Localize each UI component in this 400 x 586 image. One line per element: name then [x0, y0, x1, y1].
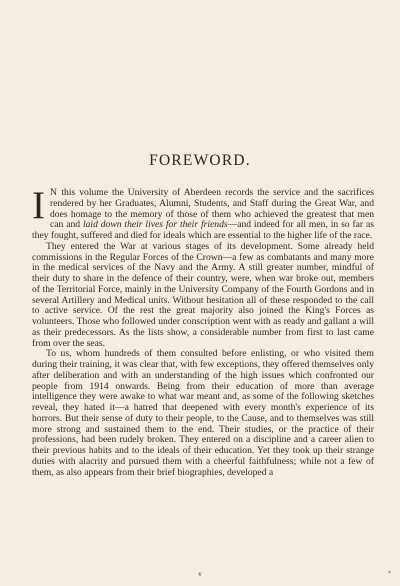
drop-cap: I — [32, 184, 45, 227]
paragraph-3: To us, whom hundreds of them consulted before enlisting, or who visited them during their training, it was clear that, with few exceptions, they offered themselves only after deliberation and with an understanding of the high issues which confronted our people from 1914 onwards. Being from their education of more than average intelligence they were awake to what war meant and, as some of the following sketches reveal, they hated it—a hatred that deepened with every month's experience of its horrors. But their sense of duty to their people, to the Cause, and to themselves was still more strong and sustained them to the end. Their studies, or the practice of their professions, had been rudely broken. They entered on a discipline and a career alien to their previous habits and to the ideals of their education. Yet they took up their strange duties with alacrity and pursued them with a cheerful faithfulness; while not a few of them, as also appears from their brief biographies, developed a — [32, 348, 374, 478]
paragraph-1-italic: laid down their lives for their friends — [82, 219, 228, 231]
paragraph-1 — [32, 184, 374, 242]
margin-mark: * — [388, 570, 391, 577]
first-word: N — [50, 187, 58, 198]
page-number: v — [198, 570, 202, 578]
body-text — [32, 184, 374, 478]
paragraph-2: They entered the War at various stages of its development. Some already held commissions in the Regular Forces of the Crown—a few as combatants and many more in the medical services of the Navy and the Army. A still greater number, mindful of their duty to share in the defence of their country, were, when war broke out, members of the Territorial Force, mainly in the University Company of the Fourth Gordons and in several Artillery and Medical units. Without hesitation all of these responded to the call to active service. Of the rest the great majority also joined the King's Forces as volunteers. Those who followed under conscription went with as ready and gallant a will as their predecessors. As the lists show, a considerable number from first to last came from over the seas. — [32, 240, 374, 349]
paragraph-1-text-b: —and indeed for all men, in so far as they fought, suffered and died for ideals which are essential to the higher life of the race. — [32, 219, 374, 241]
page-title: FOREWORD. — [149, 152, 251, 169]
paragraph-1-text-a: this volume the University of Aberdeen records the service and the sacrifices rendered by her Graduates, Alumni, Students, and Staff during the Great War, and does homage to the memory of those of them who achieved the greatest that men can and — [50, 187, 374, 231]
